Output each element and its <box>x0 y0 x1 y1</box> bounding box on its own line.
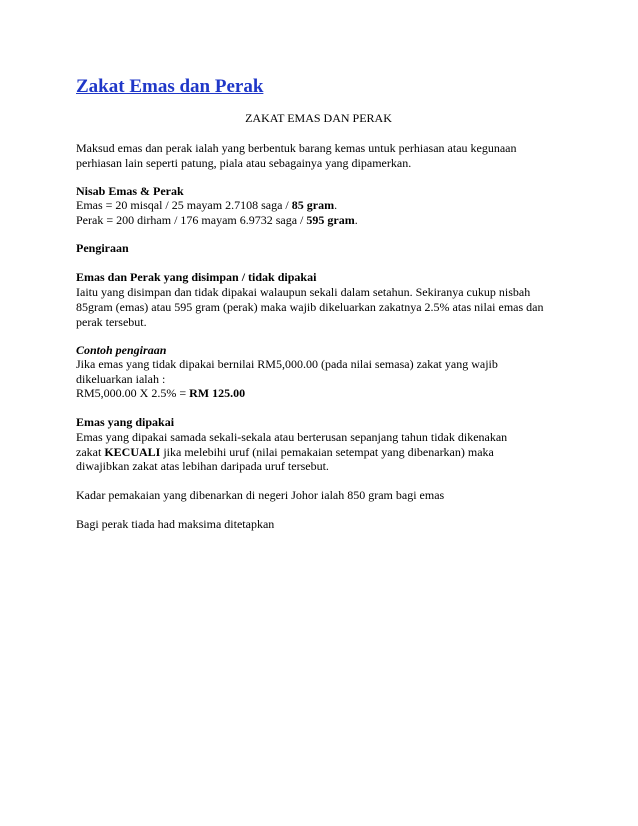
dipakai-kecuali: KECUALI <box>104 445 161 459</box>
disimpan-line-2: 85gram (emas) atau 595 gram (perak) maka wajib dikeluarkan zakatnya 2.5% atas nilai emas dan <box>76 300 544 314</box>
nisab-emas-text: Emas = 20 misqal / 25 mayam 2.7108 saga / <box>76 198 292 212</box>
dipakai-line-2-post: jika melebihi uruf (nilai pemakaian setempat yang dibenarkan) maka <box>160 445 494 459</box>
document-title-link[interactable]: Zakat Emas dan Perak <box>76 76 264 97</box>
dipakai-line-2 <box>76 445 494 460</box>
contoh-calc-result: RM 125.00 <box>189 386 246 400</box>
nisab-perak-text: Perak = 200 dirham / 176 mayam 6.9732 saga / <box>76 213 307 227</box>
contoh-line-2: dikeluarkan ialah : <box>76 372 166 386</box>
nisab-perak-end: . <box>354 213 358 227</box>
disimpan-line-3: perak tersebut. <box>76 315 147 329</box>
dipakai-heading: Emas yang dipakai <box>76 415 175 429</box>
nisab-emas-value: 85 gram <box>291 198 335 212</box>
contoh-calc-line <box>76 386 245 401</box>
dipakai-line-3: diwajibkan zakat atas lebihan daripada uruf tersebut. <box>76 459 329 473</box>
disimpan-line-1: Iaitu yang disimpan dan tidak dipakai walaupun sekali dalam setahun. Sekiranya cukup nisbah <box>76 285 531 299</box>
nisab-perak-line <box>76 213 358 228</box>
nisab-emas-line <box>76 198 337 213</box>
contoh-heading: Contoh pengiraan <box>76 343 167 357</box>
contoh-calc-text: RM5,000.00 X 2.5% = <box>76 386 190 400</box>
intro-line-1: Maksud emas dan perak ialah yang berbentuk barang kemas untuk perhiasan atau kegunaan <box>76 141 517 155</box>
dipakai-line-1: Emas yang dipakai samada sekali-sekala atau berterusan sepanjang tahun tidak dikenakan <box>76 430 508 444</box>
nisab-heading: Nisab Emas & Perak <box>76 184 184 198</box>
nisab-emas-end: . <box>334 198 338 212</box>
pengiraan-heading: Pengiraan <box>76 241 129 255</box>
disimpan-heading: Emas dan Perak yang disimpan / tidak dipakai <box>76 270 317 284</box>
perak-note-line: Bagi perak tiada had maksima ditetapkan <box>76 517 275 531</box>
contoh-line-1: Jika emas yang tidak dipakai bernilai RM5,000.00 (pada nilai semasa) zakat yang wajib <box>76 357 498 371</box>
center-heading: ZAKAT EMAS DAN PERAK <box>245 111 392 125</box>
nisab-perak-value: 595 gram <box>306 213 355 227</box>
intro-line-2: perhiasan lain seperti patung, piala atau sebagainya yang dipamerkan. <box>76 156 412 170</box>
dipakai-line-2-pre: zakat <box>76 445 105 459</box>
kadar-line: Kadar pemakaian yang dibenarkan di negeri Johor ialah 850 gram bagi emas <box>76 488 445 502</box>
